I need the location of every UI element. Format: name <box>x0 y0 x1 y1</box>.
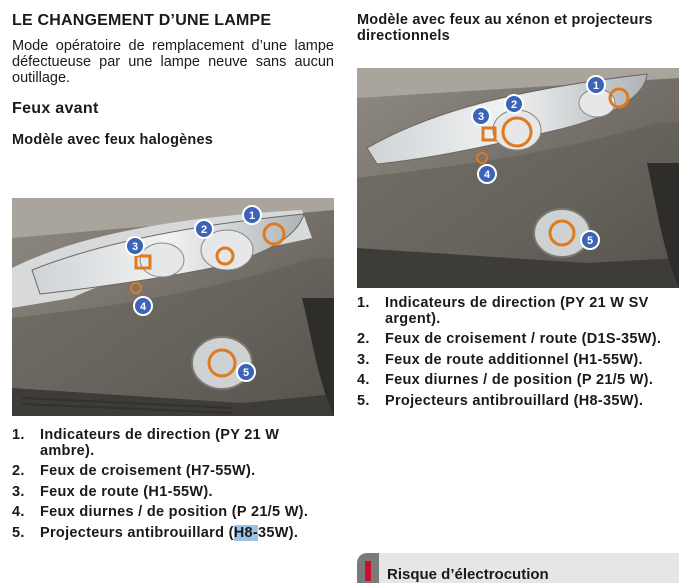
xenon-marker-2 <box>505 95 523 113</box>
list-item: 1. Indicateurs de direction (PY 21 W ambre). <box>12 427 280 459</box>
list-item: 5. Projecteurs antibrouillard (H8-35W). <box>357 392 644 409</box>
xenon-marker-4 <box>478 165 496 183</box>
svg-text:3: 3 <box>131 241 139 253</box>
list-item: 2. Feux de croisement (H7-55W). <box>12 463 256 479</box>
svg-text:2: 2 <box>510 99 518 111</box>
xenon-headlamp-illustration <box>357 68 679 288</box>
halogen-marker-5 <box>237 363 255 381</box>
intro-paragraph: Mode opératoire de remplacement d’une lampe défectueuse par une lampe neuve sans aucun outillage. <box>12 38 334 86</box>
halogen-marker-1 <box>243 206 261 224</box>
subsection-heading-halogen: Modèle avec feux halogènes <box>12 132 214 148</box>
list-item: 4. Feux diurnes / de position (P 21/5 W). <box>357 372 654 388</box>
halogen-marker-3 <box>126 237 144 255</box>
list-item: 1. Indicateurs de direction (PY 21 W SV argent). <box>357 295 649 327</box>
list-item: 2. Feux de croisement / route (D1S-35W). <box>357 331 662 347</box>
svg-text:4: 4 <box>483 169 491 181</box>
halogen-marker-4 <box>134 297 152 315</box>
list-item: 4. Feux diurnes / de position (P 21/5 W). <box>12 504 309 520</box>
xenon-headlamp-photo <box>357 68 679 288</box>
selected-text-highlight[interactable]: H8- <box>233 524 258 541</box>
halogen-bulb-list <box>12 428 334 546</box>
svg-text:3: 3 <box>477 111 485 123</box>
svg-text:5: 5 <box>242 367 250 379</box>
xenon-marker-3 <box>472 107 490 125</box>
section-heading-feux-avant: Feux avant <box>12 100 99 117</box>
left-column <box>12 0 334 148</box>
svg-text:1: 1 <box>248 210 256 222</box>
list-item: 5. Projecteurs antibrouillard (H8-35W). <box>12 524 299 541</box>
svg-text:1: 1 <box>592 80 600 92</box>
list-item: 3. Feux de route (H1-55W). <box>12 483 213 500</box>
svg-text:2: 2 <box>200 224 208 236</box>
warning-icon <box>365 561 371 581</box>
subsection-heading-xenon: Modèle avec feux au xénon et projecteurs directionnels <box>357 12 653 44</box>
warning-callout <box>357 553 679 583</box>
warning-title: Risque d’électrocution <box>387 566 549 583</box>
svg-text:4: 4 <box>139 301 147 313</box>
list-item: 3. Feux de route additionnel (H1-55W). <box>357 351 643 368</box>
xenon-marker-5 <box>581 231 599 249</box>
halogen-marker-2 <box>195 220 213 238</box>
svg-text:5: 5 <box>586 235 594 247</box>
halogen-headlamp-photo <box>12 198 334 416</box>
page-title: LE CHANGEMENT D’UNE LAMPE <box>12 12 272 29</box>
xenon-bulb-list <box>357 296 672 414</box>
halogen-headlamp-illustration <box>12 198 334 416</box>
xenon-marker-1 <box>587 76 605 94</box>
right-column <box>357 0 672 44</box>
